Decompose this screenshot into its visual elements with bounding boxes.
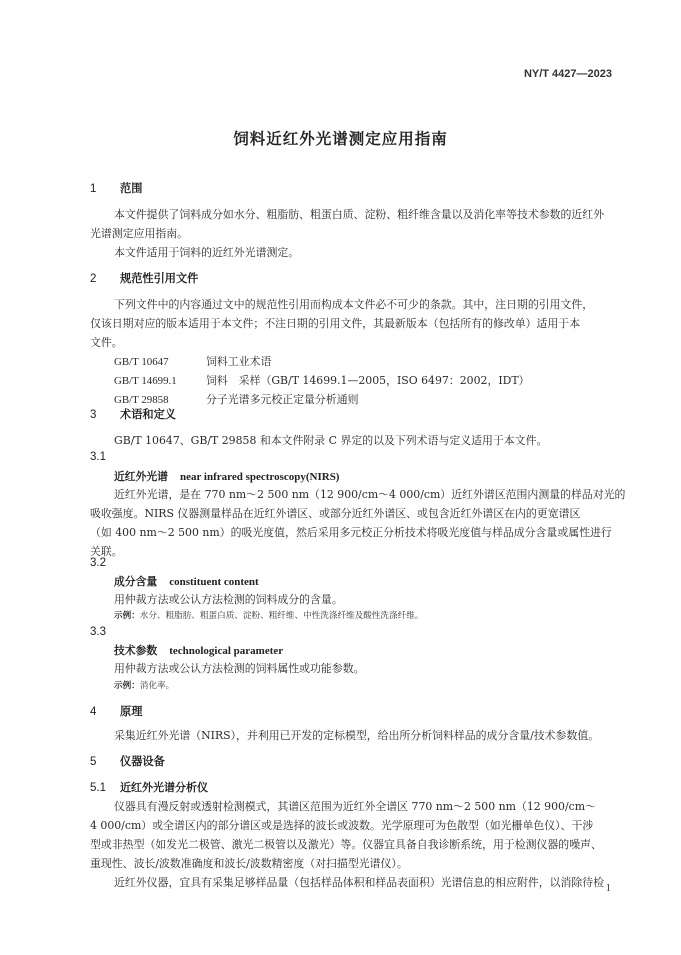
term-zh: 技术参数 <box>114 644 158 657</box>
document-title: 饲料近红外光谱测定应用指南 <box>233 130 448 148</box>
definition-line: （如 400 nm～2 500 nm）的吸光度值，然后采用多元校正分析技术将吸光度值与样品成分含量或属性进行 <box>90 526 612 539</box>
term-zh: 成分含量 <box>114 575 158 588</box>
section-title: 原理 <box>120 705 143 718</box>
section-5-heading <box>90 753 165 769</box>
standard-code: NY/T 4427—2023 <box>523 68 612 80</box>
paragraph-line: 下列文件中的内容通过文中的规范性引用而构成本文件必不可少的条款。其中，注日期的引用文件， <box>114 298 594 311</box>
page-number: 1 <box>605 882 611 894</box>
paragraph-line: GB/T 10647、GB/T 29858 和本文件附录 C 界定的以及下列术语与定义适用于本文件。 <box>114 434 548 447</box>
section-number: 4 <box>90 706 97 718</box>
section-number: 3 <box>90 409 97 421</box>
reference-item <box>114 352 271 372</box>
reference-code: GB/T 29858 <box>114 394 169 406</box>
example-text: 消化率。 <box>139 681 175 691</box>
term-heading <box>114 643 283 658</box>
section-2-heading <box>90 270 198 286</box>
reference-title: 分子光谱多元校正定量分析通则 <box>206 393 359 406</box>
section-number: 5 <box>90 756 97 768</box>
clause-number: 3.2 <box>90 557 106 569</box>
subsection-number: 5.1 <box>90 782 106 794</box>
paragraph-line: 采集近红外光谱（NIRS），并利用已开发的定标模型，给出所分析饲料样品的成分含量/技术参数值。 <box>114 729 600 742</box>
definition-line: 用仲裁方法或公认方法检测的饲料属性或功能参数。 <box>114 662 365 675</box>
paragraph-line: 重现性、波长/波数准确度和波长/波数精密度（对扫描型光谱仪）。 <box>90 857 408 870</box>
example-note <box>114 609 423 621</box>
paragraph-line: 4 000/cm）或全谱区内的部分谱区或是选择的波长或波数。光学原理可为色散型（如光栅单色仪）、干涉 <box>90 819 594 832</box>
definition-line: 近红外光谱，是在 770 nm～2 500 nm（12 900/cm～4 000/cm）近红外谱区范围内测量的样品对光的 <box>114 488 626 501</box>
term-zh: 近红外光谱 <box>114 470 168 483</box>
paragraph-line: 型或非热型（如发光二极管、激光二极管以及激光）等。仪器宜具备自我诊断系统，用于检测仪器的噪声、 <box>90 838 602 851</box>
clause-number: 3.1 <box>90 451 106 463</box>
definition-line: 用仲裁方法或公认方法检测的饲料成分的含量。 <box>114 593 343 606</box>
example-note <box>114 679 174 691</box>
paragraph-line: 文件。 <box>90 336 123 349</box>
section-4-heading <box>90 703 142 719</box>
definition-line: 吸收强度。NIRS 仪器测量样品在近红外谱区、或部分近红外谱区、或包含近红外谱区在内的更宽谱区 <box>90 507 581 520</box>
reference-item <box>114 371 530 391</box>
definition-line: 关联。 <box>90 545 123 558</box>
subsection-title: 近红外光谱分析仪 <box>120 781 208 794</box>
reference-code: GB/T 14699.1 <box>114 375 177 387</box>
paragraph-line: 近红外仪器，宜具有采集足够样品量（包括样品体积和样品表面积）光谱信息的相应附件，以消除待检 <box>114 876 605 889</box>
reference-code: GB/T 10647 <box>114 356 169 368</box>
section-title: 术语和定义 <box>120 408 176 421</box>
reference-title: 饲料 采样（GB/T 14699.1—2005，ISO 6497：2002，IDT） <box>206 374 530 387</box>
section-1-heading <box>90 180 142 196</box>
term-en: technological parameter <box>169 645 284 657</box>
term-en: near infrared spectroscopy(NIRS) <box>179 471 340 483</box>
term-heading <box>114 574 259 589</box>
paragraph-line: 仅该日期对应的版本适用于本文件；不注日期的引用文件，其最新版本（包括所有的修改单）适用于本 <box>90 317 581 330</box>
example-text: 水分、粗脂肪、粗蛋白质、淀粉、粗纤维、中性洗涤纤维及酸性洗涤纤维。 <box>139 611 424 621</box>
term-en: constituent content <box>169 576 259 588</box>
paragraph-line: 仪器具有漫反射或透射检测模式，其谱区范围为近红外全谱区 770 nm～2 500 nm（12 900/cm～ <box>114 800 596 813</box>
reference-title: 饲料工业术语 <box>206 355 272 368</box>
section-title: 仪器设备 <box>120 755 165 768</box>
clause-number: 3.3 <box>90 626 106 638</box>
section-3-heading <box>90 406 176 422</box>
section-number: 1 <box>90 183 97 195</box>
example-label: 示例： <box>114 611 140 621</box>
paragraph-line: 本文件提供了饲料成分如水分、粗脂肪、粗蛋白质、淀粉、粗纤维含量以及消化率等技术参数的近红外 <box>114 208 605 221</box>
section-number: 2 <box>90 273 97 285</box>
subsection-5-1-heading <box>90 779 208 795</box>
section-title: 规范性引用文件 <box>120 272 199 285</box>
term-heading <box>114 469 339 484</box>
example-label: 示例： <box>114 681 140 691</box>
paragraph-line: 光谱测定应用指南。 <box>90 227 189 240</box>
paragraph-line: 本文件适用于饲料的近红外光谱测定。 <box>114 246 300 259</box>
section-title: 范围 <box>120 182 143 195</box>
